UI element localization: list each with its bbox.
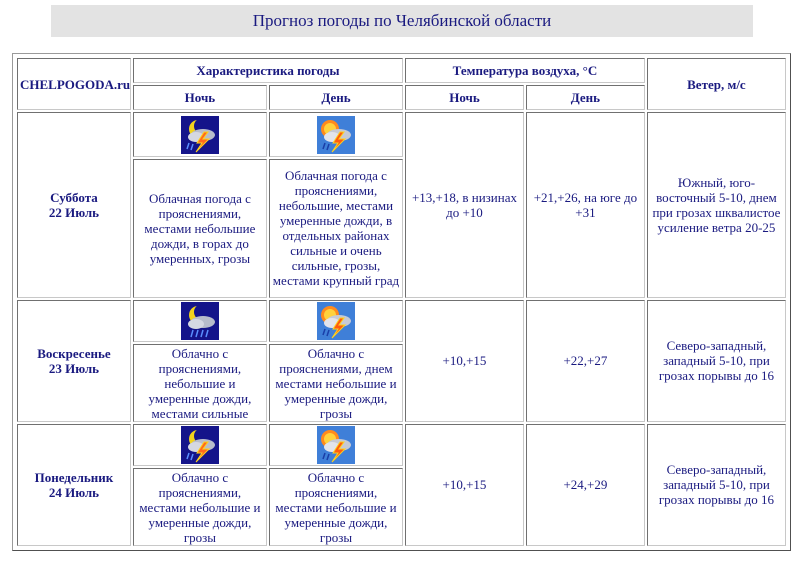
day-cell bbox=[17, 300, 131, 422]
wind-cell: Северо-западный, западный 5-10, при грозах порывы до 16 bbox=[647, 424, 786, 546]
night-icon-cell bbox=[133, 300, 267, 342]
night-temp-cell: +10,+15 bbox=[405, 424, 524, 546]
day-icon-cell bbox=[269, 112, 403, 156]
table-row bbox=[17, 112, 786, 156]
temp-day-header: День bbox=[526, 85, 645, 110]
weekday-label: Понедельник bbox=[34, 469, 114, 485]
day-sun-thunderstorm-icon bbox=[317, 116, 355, 154]
day-temp-cell: +22,+27 bbox=[526, 300, 645, 422]
forecast-frame bbox=[12, 53, 791, 551]
day-icon-cell bbox=[269, 300, 403, 342]
weather-night-header: Ночь bbox=[133, 85, 267, 110]
page-title: Прогноз погоды по Челябинской области bbox=[51, 5, 753, 37]
weather-char-header: Характеристика погоды bbox=[133, 58, 403, 83]
night-temp-cell: +10,+15 bbox=[405, 300, 524, 422]
date-label: 22 Июль bbox=[48, 205, 100, 221]
day-cell bbox=[17, 424, 131, 546]
day-temp-cell: +21,+26, на юге до +31 bbox=[526, 112, 645, 298]
day-desc-cell: Облачно с прояснениями, местами небольшие и умеренные дожди, грозы bbox=[269, 468, 403, 546]
weather-day-header: День bbox=[269, 85, 403, 110]
air-temp-header: Температура воздуха, °C bbox=[405, 58, 645, 83]
wind-cell: Северо-западный, западный 5-10, при грозах порывы до 16 bbox=[647, 300, 786, 422]
wind-cell: Южный, юго-восточный 5-10, днем при грозах шквалистое усиление ветра 20-25 bbox=[647, 112, 786, 298]
night-moon-thunderstorm-icon bbox=[181, 426, 219, 464]
weekday-label: Воскресенье bbox=[37, 345, 111, 361]
night-desc-cell: Облачная погода с прояснениями, местами небольшие дожди, в горах до умеренных, грозы bbox=[133, 159, 267, 298]
day-cell bbox=[17, 112, 131, 298]
date-label: 24 Июль bbox=[48, 484, 100, 500]
day-temp-cell: +24,+29 bbox=[526, 424, 645, 546]
wind-header: Ветер, м/с bbox=[647, 58, 786, 110]
day-desc-cell: Облачная погода с прояснениями, небольшие, местами умеренные дожди, в отдельных районах сильные и очень сильные, грозы, местами крупный град bbox=[269, 159, 403, 298]
night-icon-cell bbox=[133, 112, 267, 156]
table-row bbox=[17, 300, 786, 342]
night-moon-thunderstorm-icon bbox=[181, 116, 219, 154]
night-moon-rain-icon bbox=[181, 302, 219, 340]
night-desc-cell: Облачно с прояснениями, местами небольшие и умеренные дожди, грозы bbox=[133, 468, 267, 546]
date-label: 23 Июль bbox=[48, 360, 100, 376]
night-icon-cell bbox=[133, 424, 267, 466]
header-row bbox=[17, 58, 786, 83]
day-icon-cell bbox=[269, 424, 403, 466]
day-desc-cell: Облачно с прояснениями, днем местами небольшие и умеренные дожди, грозы bbox=[269, 344, 403, 422]
day-sun-thunderstorm-icon bbox=[317, 426, 355, 464]
night-temp-cell: +13,+18, в низинах до +10 bbox=[405, 112, 524, 298]
night-desc-cell: Облачно с прояснениями, небольшие и умеренные дожди, местами сильные bbox=[133, 344, 267, 422]
temp-night-header: Ночь bbox=[405, 85, 524, 110]
table-row bbox=[17, 424, 786, 466]
day-sun-thunderstorm-icon bbox=[317, 302, 355, 340]
brand-cell: CHELPOGODA.ru bbox=[17, 58, 131, 110]
forecast-table bbox=[15, 56, 788, 548]
weekday-label: Суббота bbox=[50, 190, 98, 206]
